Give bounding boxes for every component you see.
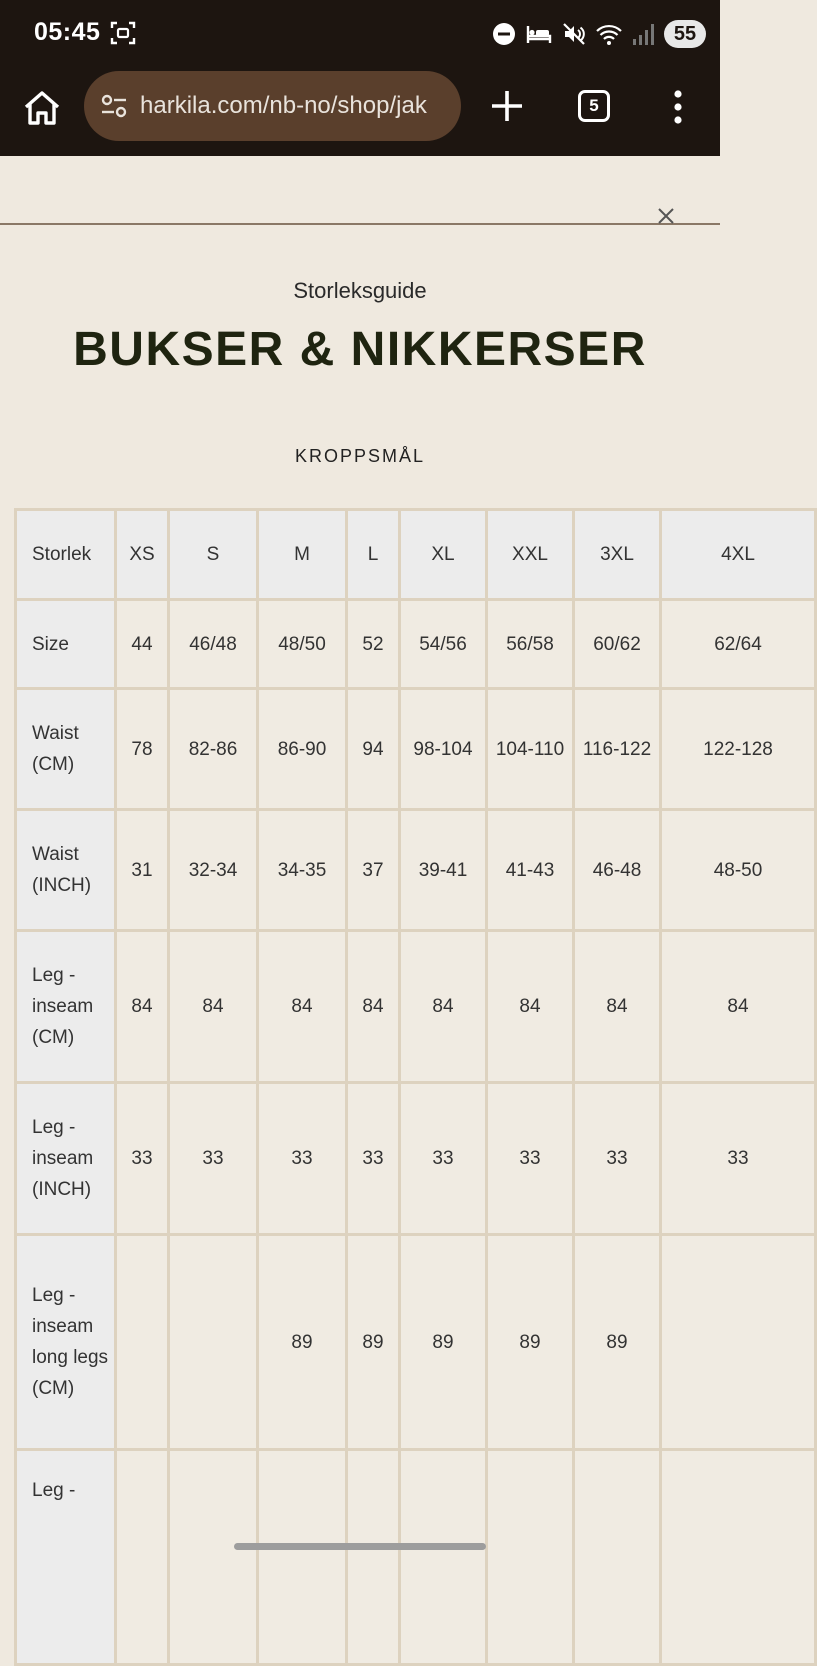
guide-subtitle: Storleksguide xyxy=(293,278,427,303)
size-header-cell: L xyxy=(347,510,400,600)
table-row xyxy=(16,1235,816,1450)
table-cell: 89 xyxy=(400,1235,487,1450)
address-bar[interactable] xyxy=(84,71,461,141)
table-cell xyxy=(661,1235,816,1450)
table-cell: 37 xyxy=(347,810,400,931)
table-cell xyxy=(169,1235,258,1450)
table-header-label: Storlek xyxy=(16,510,116,600)
screenshot-icon xyxy=(110,20,136,46)
table-cell: 41-43 xyxy=(487,810,574,931)
table-cell: 46-48 xyxy=(574,810,661,931)
table-cell: 62/64 xyxy=(661,600,816,689)
table-cell: 89 xyxy=(258,1235,347,1450)
section-heading: KROPPSMÅL xyxy=(294,446,426,466)
size-header-cell: XS xyxy=(116,510,169,600)
table-row xyxy=(16,600,816,689)
row-label: Waist (CM) xyxy=(16,689,116,810)
table-cell: 33 xyxy=(169,1083,258,1235)
row-label: Leg - inseam (INCH) xyxy=(16,1083,116,1235)
table-cell: 84 xyxy=(258,931,347,1083)
tab-switcher-button[interactable]: 5 xyxy=(578,90,610,122)
size-header-cell: XXL xyxy=(487,510,574,600)
close-icon[interactable] xyxy=(654,204,678,228)
status-bar xyxy=(0,0,720,68)
table-cell: 33 xyxy=(400,1083,487,1235)
table-header-row xyxy=(16,510,816,600)
size-table xyxy=(14,508,817,1666)
row-label: Waist (INCH) xyxy=(16,810,116,931)
table-cell: 33 xyxy=(487,1083,574,1235)
mute-icon xyxy=(562,22,586,46)
status-icons xyxy=(492,18,706,50)
table-cell xyxy=(116,1450,169,1665)
do-not-disturb-icon xyxy=(492,22,516,46)
table-cell xyxy=(400,1450,487,1665)
table-cell: 86-90 xyxy=(258,689,347,810)
table-cell: 54/56 xyxy=(400,600,487,689)
table-cell: 84 xyxy=(487,931,574,1083)
size-header-cell: 3XL xyxy=(574,510,661,600)
site-settings-icon[interactable] xyxy=(100,92,128,120)
table-row xyxy=(16,1083,816,1235)
table-cell: 84 xyxy=(400,931,487,1083)
signal-icon xyxy=(632,22,654,46)
size-header-cell: XL xyxy=(400,510,487,600)
row-label: Leg - inseam long legs (CM) xyxy=(16,1235,116,1450)
table-row xyxy=(16,931,816,1083)
table-cell xyxy=(574,1450,661,1665)
table-cell xyxy=(661,1450,816,1665)
table-cell: 56/58 xyxy=(487,600,574,689)
table-cell: 33 xyxy=(661,1083,816,1235)
table-cell: 34-35 xyxy=(258,810,347,931)
battery-indicator: 55 xyxy=(664,20,706,48)
table-cell: 33 xyxy=(574,1083,661,1235)
more-options-icon[interactable] xyxy=(668,88,688,126)
table-cell: 39-41 xyxy=(400,810,487,931)
table-cell xyxy=(116,1235,169,1450)
table-cell: 48/50 xyxy=(258,600,347,689)
table-cell: 44 xyxy=(116,600,169,689)
table-cell: 89 xyxy=(487,1235,574,1450)
url-text[interactable]: harkila.com/nb-no/shop/jak xyxy=(140,92,427,119)
table-cell: 84 xyxy=(169,931,258,1083)
browser-toolbar xyxy=(0,68,720,156)
table-cell: 84 xyxy=(574,931,661,1083)
wifi-icon xyxy=(596,22,622,46)
size-table-scroll-area[interactable] xyxy=(14,508,773,1520)
table-cell xyxy=(169,1450,258,1665)
table-cell: 122-128 xyxy=(661,689,816,810)
table-cell: 94 xyxy=(347,689,400,810)
page-title: BUKSER & NIKKERSER xyxy=(73,323,647,376)
row-label: Size xyxy=(16,600,116,689)
table-cell: 32-34 xyxy=(169,810,258,931)
new-tab-icon[interactable] xyxy=(489,88,525,124)
status-time: 05:45 xyxy=(34,18,101,46)
table-cell: 78 xyxy=(116,689,169,810)
size-header-cell: M xyxy=(258,510,347,600)
size-header-cell: 4XL xyxy=(661,510,816,600)
table-cell: 82-86 xyxy=(169,689,258,810)
size-header-cell: S xyxy=(169,510,258,600)
table-cell: 116-122 xyxy=(574,689,661,810)
row-label: Leg - inseam (CM) xyxy=(16,931,116,1083)
table-cell: 98-104 xyxy=(400,689,487,810)
table-cell: 60/62 xyxy=(574,600,661,689)
table-row xyxy=(16,1450,816,1665)
table-cell: 33 xyxy=(116,1083,169,1235)
table-cell: 31 xyxy=(116,810,169,931)
bedtime-icon xyxy=(526,22,552,46)
table-row xyxy=(16,810,816,931)
table-cell: 84 xyxy=(661,931,816,1083)
toolbar-divider xyxy=(0,223,720,225)
table-cell: 46/48 xyxy=(169,600,258,689)
table-cell: 84 xyxy=(116,931,169,1083)
table-row xyxy=(16,689,816,810)
table-cell xyxy=(347,1450,400,1665)
table-cell xyxy=(487,1450,574,1665)
home-icon[interactable] xyxy=(22,88,62,128)
table-cell: 52 xyxy=(347,600,400,689)
table-cell: 48-50 xyxy=(661,810,816,931)
gesture-navigation-bar[interactable] xyxy=(234,1543,486,1550)
table-cell: 84 xyxy=(347,931,400,1083)
table-cell xyxy=(258,1450,347,1665)
table-cell: 104-110 xyxy=(487,689,574,810)
table-cell: 33 xyxy=(258,1083,347,1235)
table-cell: 33 xyxy=(347,1083,400,1235)
table-cell: 89 xyxy=(347,1235,400,1450)
table-cell: 89 xyxy=(574,1235,661,1450)
row-label: Leg - xyxy=(16,1450,116,1665)
